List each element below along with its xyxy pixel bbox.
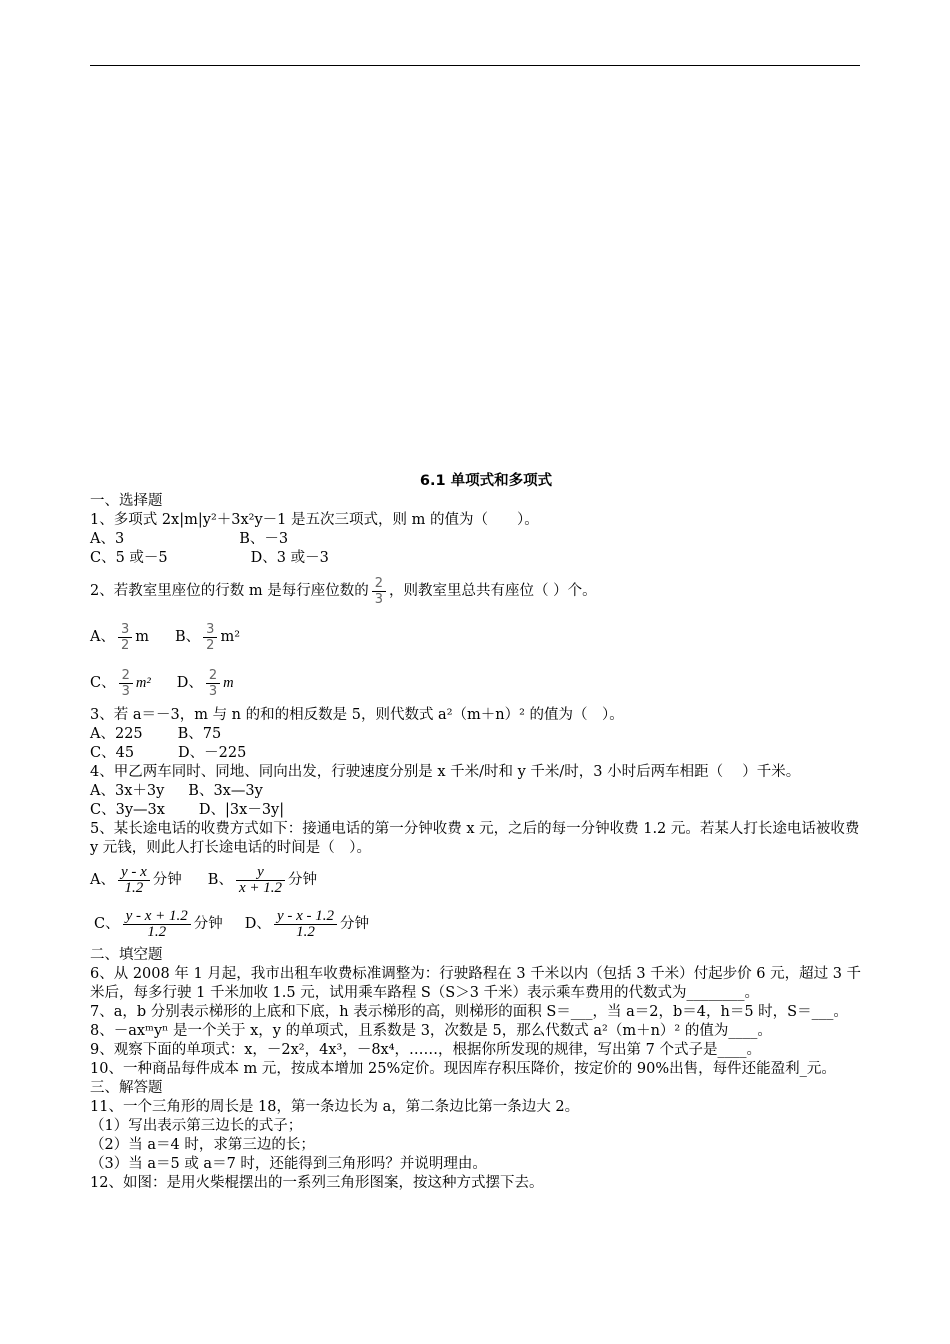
question-2-options-ab: A、 $\frac{3}{2}$ m B、 $\frac{3}{2}$ m² bbox=[90, 621, 241, 653]
question-1-stem: 1、多项式 2x|m|y²＋3x²y－1 是五次三项式，则 m 的值为（ ）。 bbox=[90, 512, 539, 528]
question-11-part-2: （2）当 a＝4 时，求第三边的长； bbox=[90, 1137, 315, 1153]
option-c: C、5 或－5 bbox=[90, 550, 168, 566]
question-3-options-ab bbox=[90, 725, 862, 744]
option-c: C、45 bbox=[90, 745, 135, 761]
option-d: D、|3x－3y| bbox=[198, 802, 285, 818]
fraction: $\frac{y - x - 1.2}{1.2}$ bbox=[274, 909, 337, 940]
option-b: B、75 bbox=[177, 726, 222, 742]
fraction: $\frac{y - x + 1.2}{1.2}$ bbox=[123, 909, 191, 940]
option-a: A、3 bbox=[90, 531, 125, 547]
question-4-stem: 4、甲乙两车同时、同地、同向出发，行驶速度分别是 x 千米/时和 y 千米/时，3 小时后两车相距（ ）千米。 bbox=[90, 764, 801, 780]
page-title: 6.1 单项式和多项式 bbox=[419, 473, 553, 489]
question-9: 9、观察下面的单项式：x，－2x²，4x³，－8x⁴，……，根据你所发现的规律，写出第 7 个式子是____。 bbox=[90, 1042, 761, 1058]
question-4-options-ab bbox=[90, 782, 862, 801]
option-a: A、225 bbox=[90, 726, 143, 742]
question-2-stem: 2、若教室里座位的行数 m 是每行座位数的 $\frac{2}{3}$ ，则教室里总共有座位（ ）个。 bbox=[90, 575, 597, 607]
fraction: $\frac{y - x}{1.2}$ bbox=[118, 865, 150, 896]
option-d: D、－225 bbox=[178, 745, 247, 761]
question-10: 10、一种商品每件成本 m 元，按成本增加 25%定价。现因库存积压降价，按定价的 90%出售，每件还能盈利_元。 bbox=[90, 1061, 836, 1077]
option-c: C、3y—3x bbox=[90, 802, 165, 818]
question-5-options-cd: C、 $\frac{y - x + 1.2}{1.2}$ 分钟 D、 $\frac{y - x - 1.2}{1.2}$ 分钟 bbox=[94, 907, 369, 940]
fraction: $\frac{y}{x + 1.2}$ bbox=[236, 865, 285, 896]
fraction: $\frac{3}{2}$ bbox=[203, 622, 217, 653]
question-8: 8、－axᵐyⁿ 是一个关于 x，y 的单项式，且系数是 3，次数是 5，那么代数式 a²（m＋n）² 的值为____。 bbox=[90, 1023, 772, 1039]
question-1-options-cd bbox=[90, 549, 862, 568]
option-b: B、3x—3y bbox=[188, 783, 263, 799]
question-3-stem: 3、若 a＝－3，m 与 n 的和的相反数是 5，则代数式 a²（m＋n）² 的值为（ ）。 bbox=[90, 707, 624, 723]
question-7: 7、a，b 分别表示梯形的上底和下底，h 表示梯形的高，则梯形的面积 S＝___，当 a＝2，b＝4，h＝5 时，S＝___。 bbox=[90, 1004, 848, 1020]
option-a: A、3x＋3y bbox=[90, 783, 165, 799]
question-11-part-3: （3）当 a＝5 或 a＝7 时，还能得到三角形吗？并说明理由。 bbox=[90, 1156, 487, 1172]
fraction: $\frac{2}{3}$ bbox=[206, 668, 220, 699]
fraction: $\frac{2}{3}$ bbox=[119, 668, 133, 699]
question-2-options-cd: C、 $\frac{2}{3}$ m² D、 $\frac{2}{3}$ m bbox=[90, 667, 234, 699]
question-12: 12、如图：是用火柴棍摆出的一系列三角形图案，按这种方式摆下去。 bbox=[90, 1175, 544, 1191]
question-4-options-cd bbox=[90, 801, 862, 820]
section-heading-fill: 二、填空题 bbox=[90, 947, 163, 963]
question-6: 6、从 2008 年 1 月起，我市出租车收费标准调整为：行驶路程在 3 千米以内（包括 3 千米）付起步价 6 元，超过 3 千米后，每多行驶 1 千米加收 1.5 元，试用乘车路程 S（S＞3 千米）表示乘车费用的代数式为________。 bbox=[90, 966, 862, 1001]
header-rule bbox=[90, 65, 860, 66]
question-11-part-1: （1）写出表示第三边长的式子； bbox=[90, 1118, 303, 1134]
question-5-options-ab: A、 $\frac{y - x}{1.2}$ 分钟 B、 $\frac{y}{x + 1.2}$ 分钟 bbox=[90, 863, 317, 896]
question-3-options-cd bbox=[90, 744, 862, 763]
question-1-options-ab bbox=[90, 530, 862, 549]
option-d: D、3 或－3 bbox=[250, 550, 329, 566]
fraction: $\frac{2}{3}$ bbox=[372, 576, 386, 607]
question-5-stem: 5、某长途电话的收费方式如下：接通电话的第一分钟收费 x 元，之后的每一分钟收费 1.2 元。若某人打长途电话被收费 y 元钱，则此人打长途电话的时间是（ ）。 bbox=[90, 821, 860, 856]
option-b: B、－3 bbox=[239, 531, 289, 547]
section-heading-choice: 一、选择题 bbox=[90, 493, 163, 509]
document-body bbox=[90, 472, 862, 1193]
question-11-stem: 11、一个三角形的周长是 18，第一条边长为 a，第二条边比第一条边大 2。 bbox=[90, 1099, 580, 1115]
section-heading-answer: 三、解答题 bbox=[90, 1080, 163, 1096]
fraction: $\frac{3}{2}$ bbox=[118, 622, 132, 653]
